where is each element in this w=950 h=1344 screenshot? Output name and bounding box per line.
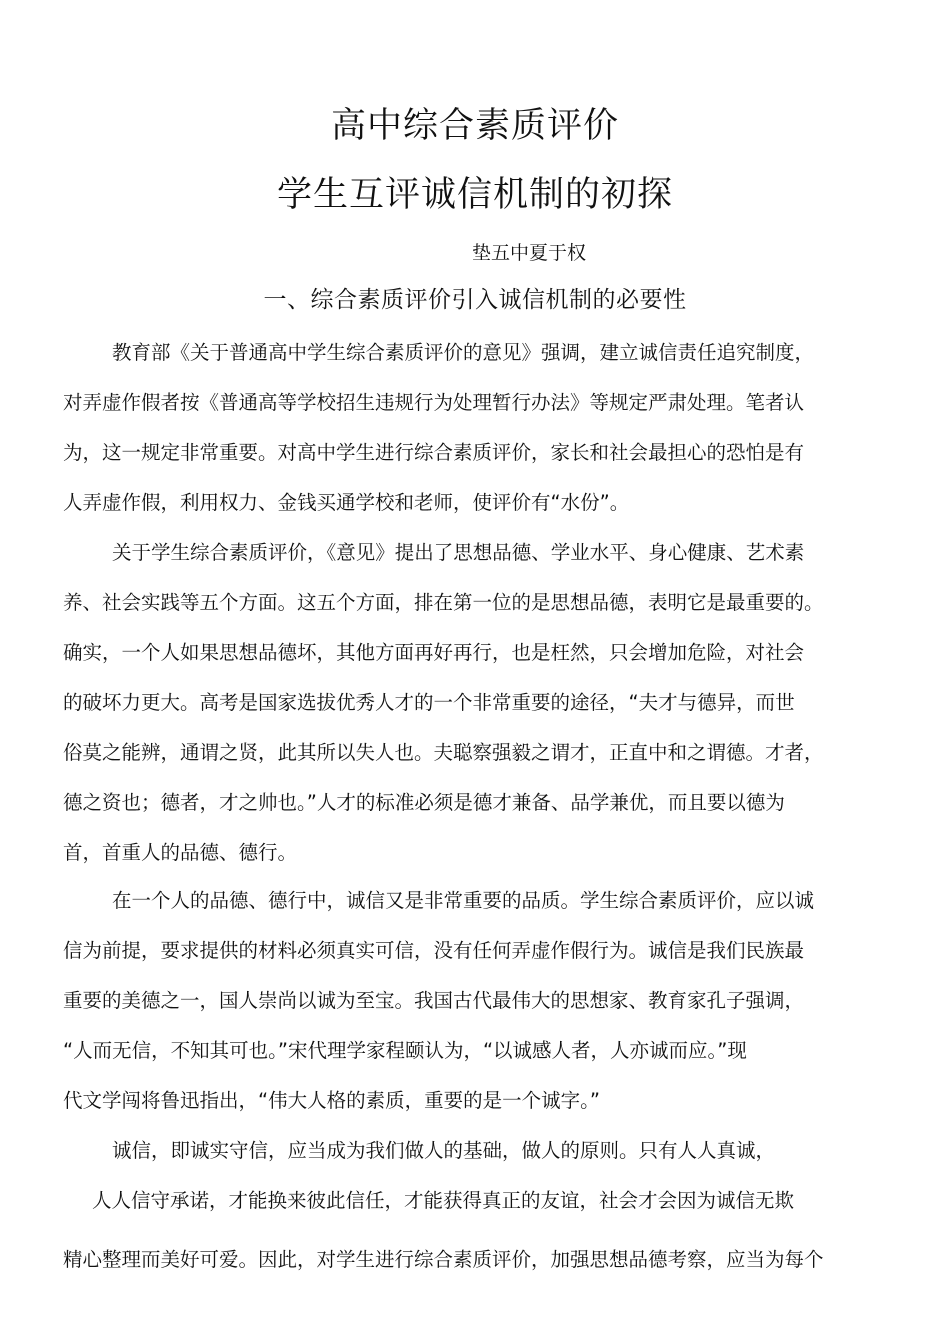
body-line: 确实，一个人如果思想品德坏，其他方面再好再行，也是枉然，只会增加危险，对社会 bbox=[63, 641, 805, 664]
body-line: 在一个人的品德、德行中，诚信又是非常重要的品质。学生综合素质评价，应以诚 bbox=[112, 889, 815, 912]
body-line: 首，首重人的品德、德行。 bbox=[63, 841, 298, 864]
body-line: 人弄虚作假，利用权力、金钱买通学校和老师，使评价有“水份”。 bbox=[63, 491, 630, 514]
body-line: 人人信守承诺，才能换来彼此信任，才能获得真正的友谊，社会才会因为诚信无欺 bbox=[92, 1189, 795, 1212]
author-line: 垫五中夏于权 bbox=[471, 242, 586, 264]
body-line: 对弄虚作假者按《普通高等学校招生违规行为处理暂行办法》等规定严肃处理。笔者认 bbox=[63, 391, 805, 414]
body-line: 代文学闯将鲁迅指出，“伟大人格的素质，重要的是一个诚字。” bbox=[63, 1089, 600, 1112]
body-line: 教育部《关于普通高中学生综合素质评价的意见》强调，建立诚信责任追究制度， bbox=[112, 341, 815, 364]
document-title-line-1: 高中综合素质评价 bbox=[330, 106, 619, 146]
body-line: 的破坏力更大。高考是国家选拔优秀人才的一个非常重要的途径，“夫才与德异，而世 bbox=[63, 691, 795, 714]
body-line: 信为前提，要求提供的材料必须真实可信，没有任何弄虚作假行为。诚信是我们民族最 bbox=[63, 939, 805, 962]
document-title-line-2: 学生互评诚信机制的初探 bbox=[276, 175, 673, 215]
body-line: 诚信，即诚实守信，应当成为我们做人的基础，做人的原则。只有人人真诚， bbox=[112, 1139, 776, 1162]
body-line: 俗莫之能辨，通谓之贤，此其所以失人也。夫聪察强毅之谓才，正直中和之谓德。才者， bbox=[63, 741, 824, 764]
body-line: “人而无信，不知其可也。”宋代理学家程颐认为，“以诚感人者，人亦诚而应。”现 bbox=[63, 1039, 747, 1062]
body-line: 关于学生综合素质评价，《意见》提出了思想品德、学业水平、身心健康、艺术素 bbox=[112, 541, 805, 564]
body-line: 德之资也；德者，才之帅也。”人才的标准必须是德才兼备、品学兼优，而且要以德为 bbox=[63, 791, 785, 814]
body-line: 养、社会实践等五个方面。这五个方面，排在第一位的是思想品德，表明它是最重要的。 bbox=[63, 591, 824, 614]
section-heading: 一、综合素质评价引入诚信机制的必要性 bbox=[263, 287, 687, 313]
body-line: 为，这一规定非常重要。对高中学生进行综合素质评价，家长和社会最担心的恐怕是有 bbox=[63, 441, 805, 464]
body-line: 精心整理而美好可爱。因此，对学生进行综合素质评价，加强思想品德考察，应当为每个 bbox=[63, 1248, 824, 1271]
body-line: 重要的美德之一，国人崇尚以诚为至宝。我国古代最伟大的思想家、教育家孔子强调， bbox=[63, 989, 805, 1012]
